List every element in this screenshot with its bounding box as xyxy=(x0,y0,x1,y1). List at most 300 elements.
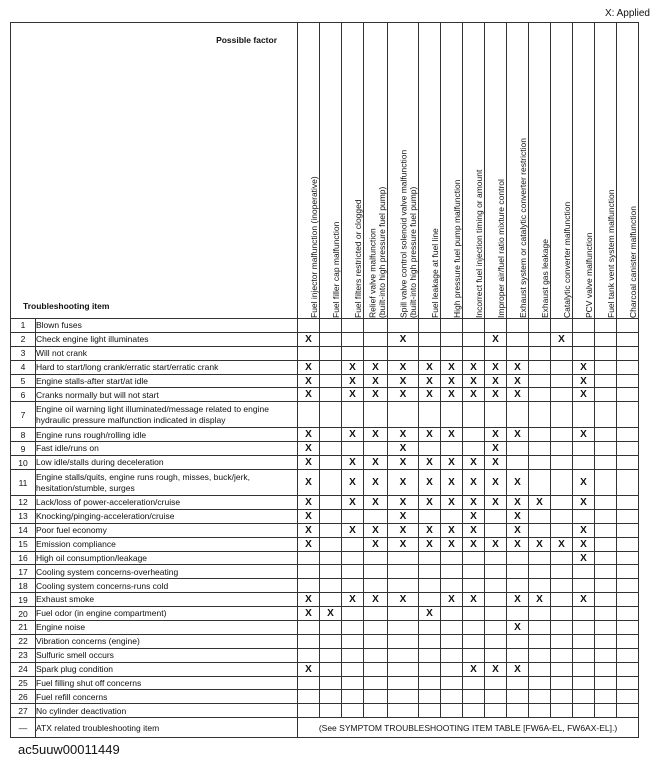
empty-cell xyxy=(298,648,320,662)
row-number: 26 xyxy=(11,690,36,704)
factor-header-6 xyxy=(419,23,441,319)
empty-cell xyxy=(364,332,388,346)
factor-header-label: Exhaust gas leakage xyxy=(539,239,550,318)
row-item: Fuel filling shut off concerns xyxy=(36,676,298,690)
empty-cell xyxy=(507,676,529,690)
applied-mark: X xyxy=(507,388,529,402)
empty-cell xyxy=(617,388,639,402)
empty-cell xyxy=(463,690,485,704)
empty-cell xyxy=(529,690,551,704)
applied-mark: X xyxy=(364,496,388,510)
empty-cell xyxy=(388,648,419,662)
factor-header-label: Fuel tank vent system malfunction xyxy=(605,189,616,318)
empty-cell xyxy=(595,523,617,537)
empty-cell xyxy=(617,456,639,470)
row-number: 8 xyxy=(11,428,36,442)
empty-cell xyxy=(441,676,463,690)
empty-cell xyxy=(617,470,639,496)
applied-mark: X xyxy=(529,537,551,551)
applied-mark: X xyxy=(463,470,485,496)
empty-cell xyxy=(617,648,639,662)
empty-cell xyxy=(320,537,342,551)
row-number: 13 xyxy=(11,509,36,523)
empty-cell xyxy=(573,565,595,579)
factor-header-label: Improper air/fuel ratio mixture control xyxy=(495,179,506,318)
applied-mark: X xyxy=(388,509,419,523)
row-number: 20 xyxy=(11,607,36,621)
row-number: 4 xyxy=(11,360,36,374)
applied-mark: X xyxy=(388,442,419,456)
empty-cell xyxy=(320,442,342,456)
empty-cell xyxy=(507,332,529,346)
empty-cell xyxy=(320,593,342,607)
factor-header-10 xyxy=(507,23,529,319)
empty-cell xyxy=(320,551,342,565)
empty-cell xyxy=(441,319,463,333)
empty-cell xyxy=(441,551,463,565)
empty-cell xyxy=(551,428,573,442)
row-item: Low idle/stalls during deceleration xyxy=(36,456,298,470)
applied-mark: X xyxy=(463,360,485,374)
row-item: Fuel odor (in engine compartment) xyxy=(36,607,298,621)
empty-cell xyxy=(463,579,485,593)
row-number: 22 xyxy=(11,634,36,648)
empty-cell xyxy=(595,676,617,690)
applied-mark: X xyxy=(419,470,441,496)
empty-cell xyxy=(342,565,364,579)
atx-row-number: — xyxy=(11,718,36,738)
table-row xyxy=(11,523,639,537)
empty-cell xyxy=(617,565,639,579)
empty-cell xyxy=(298,551,320,565)
empty-cell xyxy=(551,551,573,565)
factor-header-15 xyxy=(617,23,639,319)
applied-mark: X xyxy=(364,523,388,537)
empty-cell xyxy=(485,565,507,579)
empty-cell xyxy=(573,509,595,523)
row-item: Sulfuric smell occurs xyxy=(36,648,298,662)
empty-cell xyxy=(529,676,551,690)
row-number: 27 xyxy=(11,704,36,718)
factor-header-label: PCV valve malfunction xyxy=(583,232,594,318)
empty-cell xyxy=(551,662,573,676)
applied-mark: X xyxy=(298,374,320,388)
applied-mark: X xyxy=(463,388,485,402)
applied-mark: X xyxy=(388,388,419,402)
empty-cell xyxy=(388,621,419,635)
empty-cell xyxy=(529,551,551,565)
empty-cell xyxy=(595,346,617,360)
empty-cell xyxy=(617,621,639,635)
empty-cell xyxy=(595,621,617,635)
table-row xyxy=(11,374,639,388)
empty-cell xyxy=(298,579,320,593)
empty-cell xyxy=(595,332,617,346)
applied-mark: X xyxy=(573,537,595,551)
empty-cell xyxy=(342,621,364,635)
factor-header-3 xyxy=(342,23,364,319)
legend: X: Applied xyxy=(604,8,650,19)
empty-cell xyxy=(342,579,364,593)
applied-mark: X xyxy=(298,509,320,523)
atx-row xyxy=(11,718,639,738)
applied-mark: X xyxy=(529,593,551,607)
empty-cell xyxy=(551,676,573,690)
row-item: Knocking/pinging-acceleration/cruise xyxy=(36,509,298,523)
possible-factor-label: Possible factor xyxy=(216,35,277,45)
applied-mark: X xyxy=(485,496,507,510)
empty-cell xyxy=(364,607,388,621)
empty-cell xyxy=(388,346,419,360)
row-number: 3 xyxy=(11,346,36,360)
empty-cell xyxy=(529,470,551,496)
row-number: 14 xyxy=(11,523,36,537)
applied-mark: X xyxy=(419,607,441,621)
empty-cell xyxy=(419,690,441,704)
row-item: Engine oil warning light illuminated/message related to engine hydraulic pressure malfunction indicated in display xyxy=(36,402,298,428)
factor-header-label: Incorrect fuel injection timing or amount xyxy=(473,169,484,318)
applied-mark: X xyxy=(388,470,419,496)
empty-cell xyxy=(617,496,639,510)
applied-mark: X xyxy=(507,593,529,607)
empty-cell xyxy=(507,319,529,333)
empty-cell xyxy=(342,442,364,456)
applied-mark: X xyxy=(441,593,463,607)
empty-cell xyxy=(342,607,364,621)
empty-cell xyxy=(617,509,639,523)
table-row xyxy=(11,704,639,718)
empty-cell xyxy=(551,648,573,662)
empty-cell xyxy=(320,579,342,593)
row-item: High oil consumption/leakage xyxy=(36,551,298,565)
empty-cell xyxy=(388,551,419,565)
applied-mark: X xyxy=(364,593,388,607)
row-item: Spark plug condition xyxy=(36,662,298,676)
empty-cell xyxy=(529,428,551,442)
row-number: 2 xyxy=(11,332,36,346)
applied-mark: X xyxy=(298,388,320,402)
applied-mark: X xyxy=(485,662,507,676)
troubleshooting-table xyxy=(10,22,639,738)
applied-mark: X xyxy=(388,523,419,537)
applied-mark: X xyxy=(364,374,388,388)
empty-cell xyxy=(342,509,364,523)
applied-mark: X xyxy=(485,470,507,496)
table-row xyxy=(11,402,639,428)
empty-cell xyxy=(485,607,507,621)
empty-cell xyxy=(507,634,529,648)
factor-header-5 xyxy=(388,23,419,319)
empty-cell xyxy=(507,704,529,718)
empty-cell xyxy=(617,319,639,333)
empty-cell xyxy=(463,551,485,565)
empty-cell xyxy=(298,690,320,704)
empty-cell xyxy=(529,565,551,579)
applied-mark: X xyxy=(364,456,388,470)
empty-cell xyxy=(617,662,639,676)
empty-cell xyxy=(617,346,639,360)
table-row xyxy=(11,634,639,648)
factor-header-label: Catalytic converter malfunction xyxy=(561,201,572,318)
empty-cell xyxy=(320,319,342,333)
row-item: Fuel refill concerns xyxy=(36,690,298,704)
empty-cell xyxy=(441,509,463,523)
empty-cell xyxy=(507,607,529,621)
applied-mark: X xyxy=(463,456,485,470)
empty-cell xyxy=(573,690,595,704)
applied-mark: X xyxy=(529,496,551,510)
factor-header-7 xyxy=(441,23,463,319)
empty-cell xyxy=(298,319,320,333)
empty-cell xyxy=(342,690,364,704)
empty-cell xyxy=(320,402,342,428)
empty-cell xyxy=(573,662,595,676)
row-item: Fast idle/runs on xyxy=(36,442,298,456)
row-item: Will not crank xyxy=(36,346,298,360)
applied-mark: X xyxy=(388,374,419,388)
applied-mark: X xyxy=(485,456,507,470)
applied-mark: X xyxy=(419,374,441,388)
empty-cell xyxy=(507,402,529,428)
empty-cell xyxy=(388,402,419,428)
empty-cell xyxy=(551,374,573,388)
empty-cell xyxy=(342,551,364,565)
empty-cell xyxy=(485,676,507,690)
empty-cell xyxy=(485,319,507,333)
row-number: 16 xyxy=(11,551,36,565)
empty-cell xyxy=(617,523,639,537)
empty-cell xyxy=(320,428,342,442)
applied-mark: X xyxy=(441,360,463,374)
row-number: 6 xyxy=(11,388,36,402)
empty-cell xyxy=(617,579,639,593)
applied-mark: X xyxy=(441,470,463,496)
empty-cell xyxy=(441,402,463,428)
empty-cell xyxy=(507,551,529,565)
empty-cell xyxy=(573,676,595,690)
empty-cell xyxy=(529,509,551,523)
applied-mark: X xyxy=(320,607,342,621)
empty-cell xyxy=(320,496,342,510)
atx-reference-note: (See SYMPTOM TROUBLESHOOTING ITEM TABLE [FW6A-EL, FW6AX-EL].) xyxy=(298,718,639,738)
table-row xyxy=(11,537,639,551)
applied-mark: X xyxy=(507,537,529,551)
empty-cell xyxy=(463,402,485,428)
empty-cell xyxy=(551,579,573,593)
empty-cell xyxy=(441,621,463,635)
empty-cell xyxy=(573,319,595,333)
empty-cell xyxy=(595,428,617,442)
table-header-row xyxy=(11,23,639,319)
empty-cell xyxy=(595,704,617,718)
applied-mark: X xyxy=(298,332,320,346)
empty-cell xyxy=(441,565,463,579)
empty-cell xyxy=(485,704,507,718)
empty-cell xyxy=(419,704,441,718)
empty-cell xyxy=(595,456,617,470)
empty-cell xyxy=(419,676,441,690)
applied-mark: X xyxy=(441,523,463,537)
empty-cell xyxy=(364,442,388,456)
row-item: Engine runs rough/rolling idle xyxy=(36,428,298,442)
empty-cell xyxy=(551,402,573,428)
empty-cell xyxy=(551,704,573,718)
empty-cell xyxy=(388,690,419,704)
applied-mark: X xyxy=(463,509,485,523)
empty-cell xyxy=(463,621,485,635)
empty-cell xyxy=(529,704,551,718)
empty-cell xyxy=(595,388,617,402)
empty-cell xyxy=(320,470,342,496)
applied-mark: X xyxy=(573,470,595,496)
empty-cell xyxy=(320,690,342,704)
empty-cell xyxy=(320,523,342,537)
applied-mark: X xyxy=(342,374,364,388)
empty-cell xyxy=(529,662,551,676)
empty-cell xyxy=(388,579,419,593)
empty-cell xyxy=(463,634,485,648)
empty-cell xyxy=(364,551,388,565)
empty-cell xyxy=(364,402,388,428)
row-item: Cranks normally but will not start xyxy=(36,388,298,402)
empty-cell xyxy=(419,565,441,579)
applied-mark: X xyxy=(507,496,529,510)
applied-mark: X xyxy=(441,374,463,388)
empty-cell xyxy=(419,579,441,593)
applied-mark: X xyxy=(298,442,320,456)
applied-mark: X xyxy=(485,360,507,374)
empty-cell xyxy=(320,332,342,346)
table-row xyxy=(11,346,639,360)
empty-cell xyxy=(298,676,320,690)
applied-mark: X xyxy=(342,593,364,607)
empty-cell xyxy=(551,442,573,456)
empty-cell xyxy=(298,621,320,635)
applied-mark: X xyxy=(342,428,364,442)
applied-mark: X xyxy=(507,509,529,523)
factor-header-label: Charcoal canister malfunction xyxy=(627,206,638,318)
empty-cell xyxy=(463,676,485,690)
factor-header-12 xyxy=(551,23,573,319)
applied-mark: X xyxy=(298,360,320,374)
empty-cell xyxy=(342,648,364,662)
applied-mark: X xyxy=(388,496,419,510)
row-number: 12 xyxy=(11,496,36,510)
applied-mark: X xyxy=(441,456,463,470)
applied-mark: X xyxy=(419,428,441,442)
empty-cell xyxy=(595,442,617,456)
empty-cell xyxy=(419,332,441,346)
empty-cell xyxy=(529,456,551,470)
empty-cell xyxy=(551,690,573,704)
empty-cell xyxy=(419,402,441,428)
troubleshooting-item-label: Troubleshooting item xyxy=(23,301,110,311)
empty-cell xyxy=(441,690,463,704)
applied-mark: X xyxy=(388,360,419,374)
applied-mark: X xyxy=(342,388,364,402)
applied-mark: X xyxy=(485,332,507,346)
empty-cell xyxy=(419,593,441,607)
empty-cell xyxy=(595,565,617,579)
empty-cell xyxy=(485,402,507,428)
empty-cell xyxy=(463,319,485,333)
applied-mark: X xyxy=(364,388,388,402)
empty-cell xyxy=(551,360,573,374)
applied-mark: X xyxy=(507,360,529,374)
empty-cell xyxy=(463,565,485,579)
applied-mark: X xyxy=(342,470,364,496)
applied-mark: X xyxy=(298,537,320,551)
empty-cell xyxy=(441,332,463,346)
table-row xyxy=(11,428,639,442)
row-item: Engine stalls/quits, engine runs rough, misses, buck/jerk, hesitation/stumble, surges xyxy=(36,470,298,496)
empty-cell xyxy=(441,579,463,593)
empty-cell xyxy=(388,676,419,690)
empty-cell xyxy=(419,551,441,565)
factor-header-label: Fuel leakage at fuel line xyxy=(429,228,440,318)
empty-cell xyxy=(507,648,529,662)
empty-cell xyxy=(551,346,573,360)
empty-cell xyxy=(595,607,617,621)
empty-cell xyxy=(342,662,364,676)
empty-cell xyxy=(617,704,639,718)
applied-mark: X xyxy=(298,470,320,496)
empty-cell xyxy=(595,509,617,523)
empty-cell xyxy=(320,388,342,402)
row-number: 17 xyxy=(11,565,36,579)
empty-cell xyxy=(529,360,551,374)
empty-cell xyxy=(617,607,639,621)
table-row xyxy=(11,607,639,621)
empty-cell xyxy=(364,704,388,718)
empty-cell xyxy=(529,634,551,648)
empty-cell xyxy=(595,470,617,496)
empty-cell xyxy=(342,332,364,346)
empty-cell xyxy=(529,607,551,621)
row-item: Lack/loss of power-acceleration/cruise xyxy=(36,496,298,510)
applied-mark: X xyxy=(342,456,364,470)
applied-mark: X xyxy=(551,537,573,551)
empty-cell xyxy=(507,346,529,360)
row-number: 21 xyxy=(11,621,36,635)
empty-cell xyxy=(529,346,551,360)
table-row xyxy=(11,332,639,346)
applied-mark: X xyxy=(298,662,320,676)
factor-header-label: High pressure fuel pump malfunction xyxy=(451,179,462,318)
empty-cell xyxy=(342,634,364,648)
empty-cell xyxy=(441,442,463,456)
empty-cell xyxy=(485,551,507,565)
row-number: 23 xyxy=(11,648,36,662)
empty-cell xyxy=(573,456,595,470)
empty-cell xyxy=(364,509,388,523)
empty-cell xyxy=(388,607,419,621)
table-row xyxy=(11,676,639,690)
empty-cell xyxy=(364,648,388,662)
empty-cell xyxy=(507,456,529,470)
empty-cell xyxy=(441,662,463,676)
applied-mark: X xyxy=(342,523,364,537)
applied-mark: X xyxy=(419,537,441,551)
factor-header-label: Spill valve control solenoid valve malfunction (built-into high pressure fuel pump) xyxy=(398,149,418,318)
empty-cell xyxy=(441,648,463,662)
empty-cell xyxy=(485,621,507,635)
applied-mark: X xyxy=(485,442,507,456)
row-item: Hard to start/long crank/erratic start/erratic crank xyxy=(36,360,298,374)
empty-cell xyxy=(419,621,441,635)
row-item: Check engine light illuminates xyxy=(36,332,298,346)
empty-cell xyxy=(342,704,364,718)
